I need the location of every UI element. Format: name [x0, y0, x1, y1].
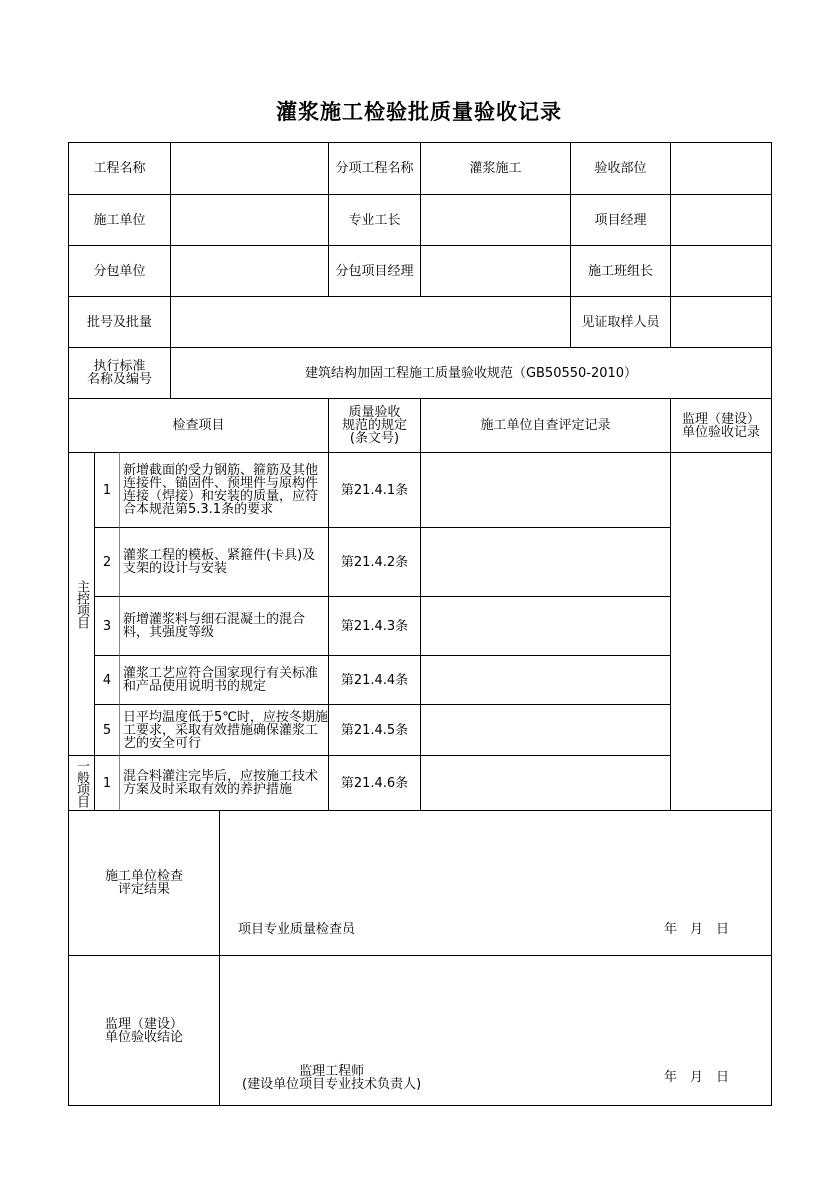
- sub-manager-label: 分包项目经理: [328, 245, 421, 297]
- page-title: 灌浆施工检验批质量验收记录: [276, 100, 562, 124]
- item-text: 灌浆工程的模板、紧箍件(卡具)及支架的设计与安装: [119, 527, 329, 597]
- subcontractor-label: 分包单位: [68, 245, 171, 297]
- item-self-check-field[interactable]: [420, 596, 671, 656]
- acceptance-part-field[interactable]: [670, 142, 772, 195]
- col-item: 检查项目: [68, 398, 329, 453]
- standard-label: 执行标准 名称及编号: [68, 347, 171, 399]
- item-self-check-field[interactable]: [420, 452, 671, 528]
- batch-field[interactable]: [170, 296, 571, 348]
- witness-label: 见证取样人员: [570, 296, 671, 348]
- inspector-label: 项目专业质量检查员: [238, 922, 356, 937]
- item-text: 混合料灌注完毕后，应按施工技术方案及时采取有效的养护措施: [119, 755, 329, 811]
- item-text: 灌浆工艺应符合国家现行有关标准和产品使用说明书的规定: [119, 655, 329, 705]
- sub-project-label: 分项工程名称: [328, 142, 421, 195]
- item-text: 新增灌浆料与细石混凝土的混合料，其强度等级: [119, 596, 329, 656]
- general-group-label: 一般项目: [68, 755, 95, 811]
- item-number: 5: [94, 704, 120, 756]
- sub-manager-field[interactable]: [420, 245, 571, 297]
- col-clause: 质量验收 规范的规定 (条文号): [328, 398, 421, 453]
- item-self-check-field[interactable]: [420, 655, 671, 705]
- construction-unit-field[interactable]: [170, 194, 329, 246]
- item-clause: 第21.4.3条: [328, 596, 421, 656]
- team-leader-label: 施工班组长: [570, 245, 671, 297]
- standard-field[interactable]: 建筑结构加固工程施工质量验收规范（GB50550-2010）: [170, 347, 772, 399]
- item-clause: 第21.4.4条: [328, 655, 421, 705]
- foreman-label: 专业工长: [328, 194, 421, 246]
- item-number: 4: [94, 655, 120, 705]
- supervision-record-field[interactable]: [670, 452, 772, 811]
- subcontractor-field[interactable]: [170, 245, 329, 297]
- item-number: 1: [94, 755, 120, 811]
- self-result-date: 年 月 日: [664, 922, 730, 937]
- item-text: 日平均温度低于5℃时，应按冬期施工要求，采取有效措施确保灌浆工艺的安全可行: [119, 704, 329, 756]
- supervision-result-label: 监理（建设） 单位验收结论: [68, 955, 220, 1106]
- item-number: 3: [94, 596, 120, 656]
- foreman-field[interactable]: [420, 194, 571, 246]
- sub-project-field[interactable]: 灌浆施工: [420, 142, 571, 195]
- item-clause: 第21.4.5条: [328, 704, 421, 756]
- col-self-check: 施工单位自查评定记录: [420, 398, 671, 453]
- item-self-check-field[interactable]: [420, 755, 671, 811]
- project-name-label: 工程名称: [68, 142, 171, 195]
- item-number: 1: [94, 452, 120, 528]
- main-group-label: 主控项目: [68, 452, 95, 756]
- project-manager-field[interactable]: [670, 194, 772, 246]
- construction-unit-label: 施工单位: [68, 194, 171, 246]
- item-clause: 第21.4.2条: [328, 527, 421, 597]
- witness-field[interactable]: [670, 296, 772, 348]
- engineer-label: 监理工程师 (建设单位项目专业技术负责人): [242, 1064, 422, 1092]
- col-supervision: 监理（建设） 单位验收记录: [670, 398, 772, 453]
- item-self-check-field[interactable]: [420, 527, 671, 597]
- item-text: 新增截面的受力钢筋、箍筋及其他连接件、锚固件、预埋件与原构件连接（焊接）和安装的质量，应符合本规范第5.3.1条的要求: [119, 452, 329, 528]
- item-clause: 第21.4.6条: [328, 755, 421, 811]
- self-result-label: 施工单位检查 评定结果: [68, 810, 220, 956]
- batch-label: 批号及批量: [68, 296, 171, 348]
- acceptance-part-label: 验收部位: [570, 142, 671, 195]
- project-manager-label: 项目经理: [570, 194, 671, 246]
- item-clause: 第21.4.1条: [328, 452, 421, 528]
- team-leader-field[interactable]: [670, 245, 772, 297]
- supervision-result-date: 年 月 日: [664, 1070, 730, 1085]
- item-number: 2: [94, 527, 120, 597]
- project-name-field[interactable]: [170, 142, 329, 195]
- item-self-check-field[interactable]: [420, 704, 671, 756]
